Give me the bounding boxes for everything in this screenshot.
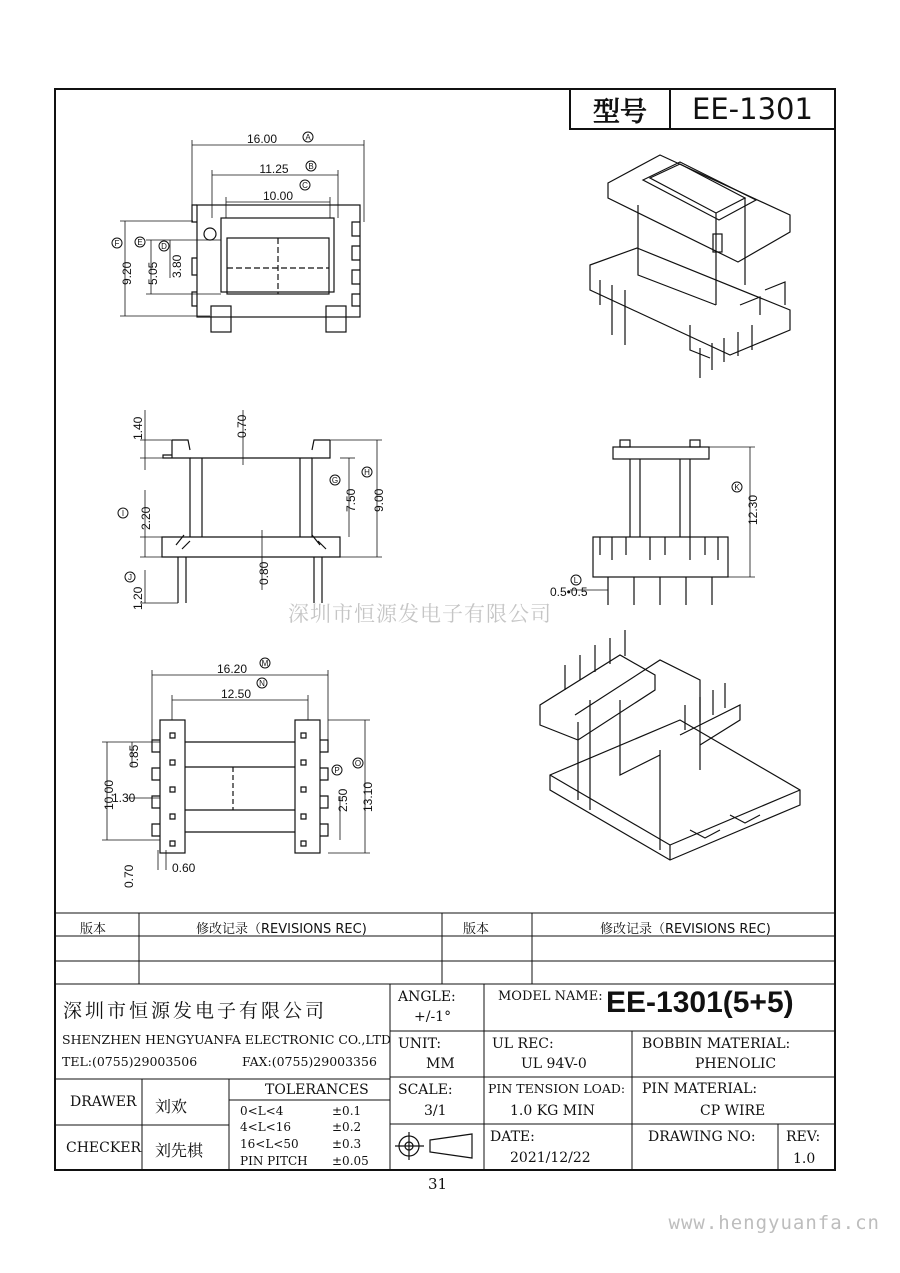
tolerance-range-4: PIN PITCH — [240, 1154, 308, 1168]
rev-col-version-2: 版本 — [463, 922, 490, 937]
dim-m: 16.20 — [216, 662, 248, 676]
ul-rec-value: UL 94V-0 — [521, 1056, 587, 1072]
website-watermark: www.hengyuanfa.cn — [668, 1212, 880, 1234]
svg-text:I: I — [121, 509, 125, 518]
rev-value: 1.0 — [793, 1151, 816, 1167]
scale-label: SCALE: — [398, 1082, 453, 1098]
svg-text:A: A — [305, 133, 311, 142]
unit-value: MM — [426, 1056, 455, 1072]
rev-label: REV: — [786, 1129, 821, 1145]
angle-value: +/-1° — [414, 1009, 452, 1025]
model-name-label: MODEL NAME: — [498, 989, 603, 1004]
pin-tension-value: 1.0 KG MIN — [510, 1103, 595, 1119]
rev-col-record-1: 修改记录（REVISIONS REC) — [196, 922, 367, 937]
circle-b — [306, 161, 316, 171]
tolerance-value-1: ±0.1 — [332, 1104, 362, 1118]
dim-b4: 0.70 — [122, 864, 136, 888]
svg-text:H: H — [364, 468, 370, 477]
dim-f: 9.20 — [120, 261, 134, 285]
circle-p — [332, 765, 342, 775]
dim-b: 11.25 — [259, 162, 289, 176]
bobbin-material-label: BOBBIN MATERIAL: — [642, 1036, 791, 1052]
dim-s2: 0.70 — [235, 414, 249, 438]
rev-col-version-1: 版本 — [80, 922, 107, 937]
dim-b1: 0.85 — [127, 744, 141, 768]
dim-e: 5.05 — [146, 261, 160, 285]
svg-text:L: L — [573, 576, 579, 585]
iso-view-bottom — [540, 630, 800, 860]
dim-b5: 0.60 — [172, 861, 196, 875]
tolerance-value-4: ±0.05 — [332, 1154, 369, 1168]
dim-n: 12.50 — [220, 687, 252, 701]
circle-n — [257, 678, 267, 688]
rev-col-record-2: 修改记录（REVISIONS REC) — [600, 922, 771, 937]
bobbin-material-value: PHENOLIC — [695, 1056, 777, 1072]
circle-m — [260, 658, 270, 668]
dim-j: 1.20 — [131, 586, 145, 610]
svg-text:M: M — [261, 659, 269, 668]
tolerance-range-1: 0<L<4 — [240, 1104, 284, 1118]
circle-g — [330, 475, 340, 485]
model-name-value: EE-1301(5+5) — [606, 986, 794, 1019]
page-number: 31 — [428, 1175, 448, 1193]
tolerances-title: TOLERANCES — [265, 1082, 369, 1098]
svg-text:P: P — [334, 766, 340, 775]
svg-text:E: E — [137, 238, 143, 247]
dim-o: 13.10 — [361, 781, 375, 812]
dim-b2: 10.00 — [102, 779, 116, 810]
pin-tension-label: PIN TENSION LOAD: — [488, 1081, 626, 1096]
circle-k — [732, 482, 742, 492]
side-view-dims — [570, 447, 755, 590]
tolerance-range-2: 4<L<16 — [240, 1120, 291, 1134]
tolerance-value-3: ±0.3 — [332, 1137, 362, 1151]
svg-text:F: F — [114, 239, 120, 248]
top-view — [192, 205, 360, 332]
drawer-name: 刘欢 — [155, 1097, 188, 1116]
dim-a: 16.00 — [246, 132, 278, 146]
tolerance-range-3: 16<L<50 — [240, 1137, 299, 1151]
circle-d — [159, 241, 169, 251]
dim-g: 7.50 — [344, 488, 358, 512]
model-header-label: 型号 — [571, 90, 671, 128]
model-header-value: EE-1301 — [692, 92, 813, 126]
dim-s3: 0.80 — [257, 561, 271, 585]
checker-name: 刘先棋 — [155, 1141, 204, 1160]
circle-o — [353, 758, 363, 768]
date-label: DATE: — [490, 1129, 535, 1145]
circle-i — [118, 508, 128, 518]
company-fax: FAX:(0755)29003356 — [242, 1054, 377, 1069]
dim-d: 3.80 — [170, 254, 184, 278]
company-watermark: 深圳市恒源发电子有限公司 — [288, 602, 552, 626]
svg-text:B: B — [308, 162, 314, 171]
svg-text:D: D — [161, 242, 167, 251]
side-view — [593, 440, 728, 605]
circle-e — [135, 237, 145, 247]
front-view — [162, 440, 340, 603]
svg-text:O: O — [354, 759, 362, 768]
company-name-cn: 深圳市恒源发电子有限公司 — [63, 1000, 328, 1022]
svg-text:N: N — [259, 679, 265, 688]
unit-label: UNIT: — [398, 1036, 442, 1052]
scale-value: 3/1 — [424, 1103, 447, 1119]
dim-l: 0.5•0.5 — [550, 585, 588, 599]
dim-b3: 1.30 — [112, 791, 136, 805]
iso-view-top — [590, 155, 790, 378]
dim-k: 12.30 — [746, 494, 760, 525]
dim-c: 10.00 — [262, 189, 294, 203]
circle-j — [125, 572, 135, 582]
company-name-en: SHENZHEN HENGYUANFA ELECTRONIC CO.,LTD — [62, 1032, 392, 1047]
circle-l — [571, 575, 581, 585]
angle-label: ANGLE: — [398, 989, 456, 1005]
circle-h — [362, 467, 372, 477]
svg-text:G: G — [331, 476, 339, 485]
pin-material-label: PIN MATERIAL: — [642, 1081, 758, 1097]
date-value: 2021/12/22 — [510, 1150, 591, 1166]
svg-text:C: C — [302, 181, 308, 190]
projection-symbol — [395, 1132, 472, 1160]
circle-c — [300, 180, 310, 190]
bottom-view — [152, 720, 328, 853]
dim-s1: 1.40 — [131, 416, 145, 440]
tolerance-value-2: ±0.2 — [332, 1120, 362, 1134]
circle-a — [303, 132, 313, 142]
drawing-no-label: DRAWING NO: — [648, 1129, 756, 1145]
checker-label: CHECKER — [66, 1140, 142, 1156]
circle-f — [112, 238, 122, 248]
dim-h: 9.00 — [372, 488, 386, 512]
dim-p: 2.50 — [336, 788, 350, 812]
drawer-label: DRAWER — [70, 1094, 137, 1110]
pin-material-value: CP WIRE — [700, 1103, 766, 1119]
company-tel: TEL:(0755)29003506 — [62, 1054, 198, 1069]
ul-rec-label: UL REC: — [492, 1036, 554, 1052]
dim-i: 2.20 — [139, 506, 153, 530]
svg-text:K: K — [734, 483, 740, 492]
svg-text:J: J — [128, 573, 132, 582]
top-view-dims — [120, 140, 364, 316]
